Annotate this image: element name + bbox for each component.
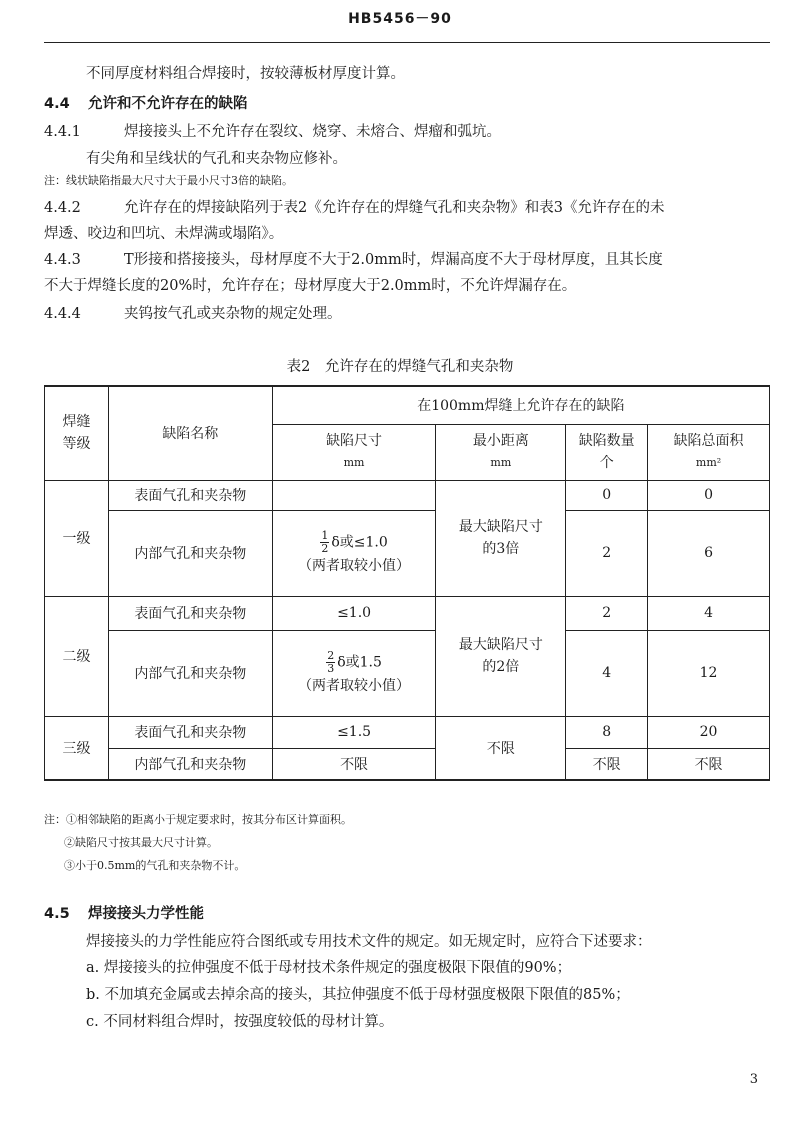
clause-4-4-3-line2: 不大于焊缝长度的20%时，允许存在；母材厚度大于2.0mm时，不允许焊漏存在。: [44, 278, 577, 294]
table-row: [45, 480, 770, 510]
min-distance: 最大缺陷尺寸 的2倍: [436, 596, 566, 716]
defect-count: 4: [566, 630, 648, 716]
defect-name: 表面气孔和夹杂物: [108, 596, 272, 630]
section-number: 4.5: [44, 906, 70, 922]
table-row: [45, 748, 770, 780]
defect-size: [272, 480, 436, 510]
item-b: b. 不加填充金属或去掉余高的接头，其拉伸强度不低于母材强度极限下限值的85%；: [86, 987, 630, 1003]
clause-4-4-1-note: 注：线状缺陷指最大尺寸大于最小尺寸3倍的缺陷。: [44, 174, 293, 187]
defect-area: 4: [648, 596, 770, 630]
defect-size: ≤1.5: [272, 716, 436, 748]
table-2-notes: [44, 808, 352, 877]
fraction: $\frac{1}{2}$: [321, 528, 329, 555]
defect-area: 不限: [648, 748, 770, 780]
min-distance: 不限: [436, 716, 566, 780]
defect-name: 内部气孔和夹杂物: [108, 630, 272, 716]
table-row: [45, 630, 770, 716]
defect-area: 12: [648, 630, 770, 716]
defect-size: 不限: [272, 748, 436, 780]
header-rule: [44, 42, 770, 43]
section-4-5-text: 焊接接头的力学性能应符合图纸或专用技术文件的规定。如无规定时，应符合下述要求：: [86, 934, 652, 950]
clause-text: 夹钨按气孔或夹杂物的规定处理。: [124, 306, 342, 322]
note-1: 注：①相邻缺陷的距离小于规定要求时，按其分布区计算面积。: [44, 813, 352, 826]
note-3: ③小于0.5mm的气孔和夹杂物不计。: [64, 859, 246, 872]
clause-text: 焊接接头上不允许存在裂纹、烧穿、未熔合、焊瘤和弧坑。: [124, 124, 501, 140]
defect-name: 内部气孔和夹杂物: [108, 510, 272, 596]
intro-line: 不同厚度材料组合焊接时，按较薄板材厚度计算。: [86, 66, 405, 82]
clause-4-4-2-line2: 焊透、咬边和凹坑、未焊满或塌陷》。: [44, 226, 284, 242]
note-2: ②缺陷尺寸按其最大尺寸计算。: [64, 836, 218, 849]
clause-number: 4.4.4: [44, 306, 81, 322]
item-c: c. 不同材料组合焊时，按强度较低的母材计算。: [86, 1014, 394, 1030]
clause-number: 4.4.3: [44, 252, 81, 268]
defect-area: 20: [648, 716, 770, 748]
section-4-5-heading: [44, 902, 204, 923]
defect-size: ≤1.0: [272, 596, 436, 630]
clause-text: 允许存在的焊接缺陷列于表2《允许存在的焊缝气孔和夹杂物》和表3《允许存在的未: [124, 200, 665, 216]
fraction: $\frac{2}{3}$: [327, 648, 335, 675]
section-title: 允许和不允许存在的缺陷: [88, 96, 248, 112]
item-a: a. 焊接接头的拉伸强度不低于母材技术条件规定的强度极限下限值的90%；: [86, 960, 572, 976]
defect-name: 表面气孔和夹杂物: [108, 716, 272, 748]
defect-count: 不限: [566, 748, 648, 780]
defect-area: 0: [648, 480, 770, 510]
defect-count: 0: [566, 480, 648, 510]
clause-text: T形接和搭接接头，母材厚度不大于2.0mm时，焊漏高度不大于母材厚度，且其长度: [124, 252, 663, 268]
table-2: [44, 385, 770, 781]
defect-name: 内部气孔和夹杂物: [108, 748, 272, 780]
grade-2: 二级: [45, 596, 109, 716]
section-number: 4.4: [44, 96, 70, 112]
clause-4-4-1: [44, 120, 501, 141]
grade-3: 三级: [45, 716, 109, 780]
section-title: 焊接接头力学性能: [88, 906, 204, 922]
table-row: [45, 510, 770, 596]
defect-size: $\frac{1}{2}$ δ或≤1.0 （两者取较小值）: [272, 510, 436, 596]
table-row: [45, 596, 770, 630]
table-row: [45, 716, 770, 748]
header-count: 缺陷数量 个: [566, 424, 648, 480]
standard-code: HB5456－90: [348, 11, 452, 27]
clause-4-4-2: [44, 196, 664, 217]
header-area: 缺陷总面积 mm²: [648, 424, 770, 480]
clause-number: 4.4.2: [44, 200, 81, 216]
page-number: 3: [749, 1072, 758, 1087]
table-header-row: [45, 386, 770, 424]
header-size: 缺陷尺寸 mm: [272, 424, 436, 480]
header-distance: 最小距离 mm: [436, 424, 566, 480]
section-4-4-heading: [44, 92, 248, 113]
defect-size: $\frac{2}{3}$ δ或1.5 （两者取较小值）: [272, 630, 436, 716]
header-group: 在100mm焊缝上允许存在的缺陷: [272, 386, 769, 424]
clause-4-4-4: [44, 302, 342, 323]
header-grade: 焊缝等级: [45, 386, 109, 480]
min-distance: 最大缺陷尺寸 的3倍: [436, 480, 566, 596]
clause-4-4-1-line2: 有尖角和呈线状的气孔和夹杂物应修补。: [86, 151, 347, 167]
defect-name: 表面气孔和夹杂物: [108, 480, 272, 510]
defect-count: 2: [566, 596, 648, 630]
header-defect-name: 缺陷名称: [108, 386, 272, 480]
defect-count: 2: [566, 510, 648, 596]
clause-number: 4.4.1: [44, 124, 81, 140]
defect-count: 8: [566, 716, 648, 748]
grade-1: 一级: [45, 480, 109, 596]
table-2-caption: 表2 允许存在的焊缝气孔和夹杂物: [286, 359, 514, 375]
defect-area: 6: [648, 510, 770, 596]
clause-4-4-3: [44, 248, 663, 269]
